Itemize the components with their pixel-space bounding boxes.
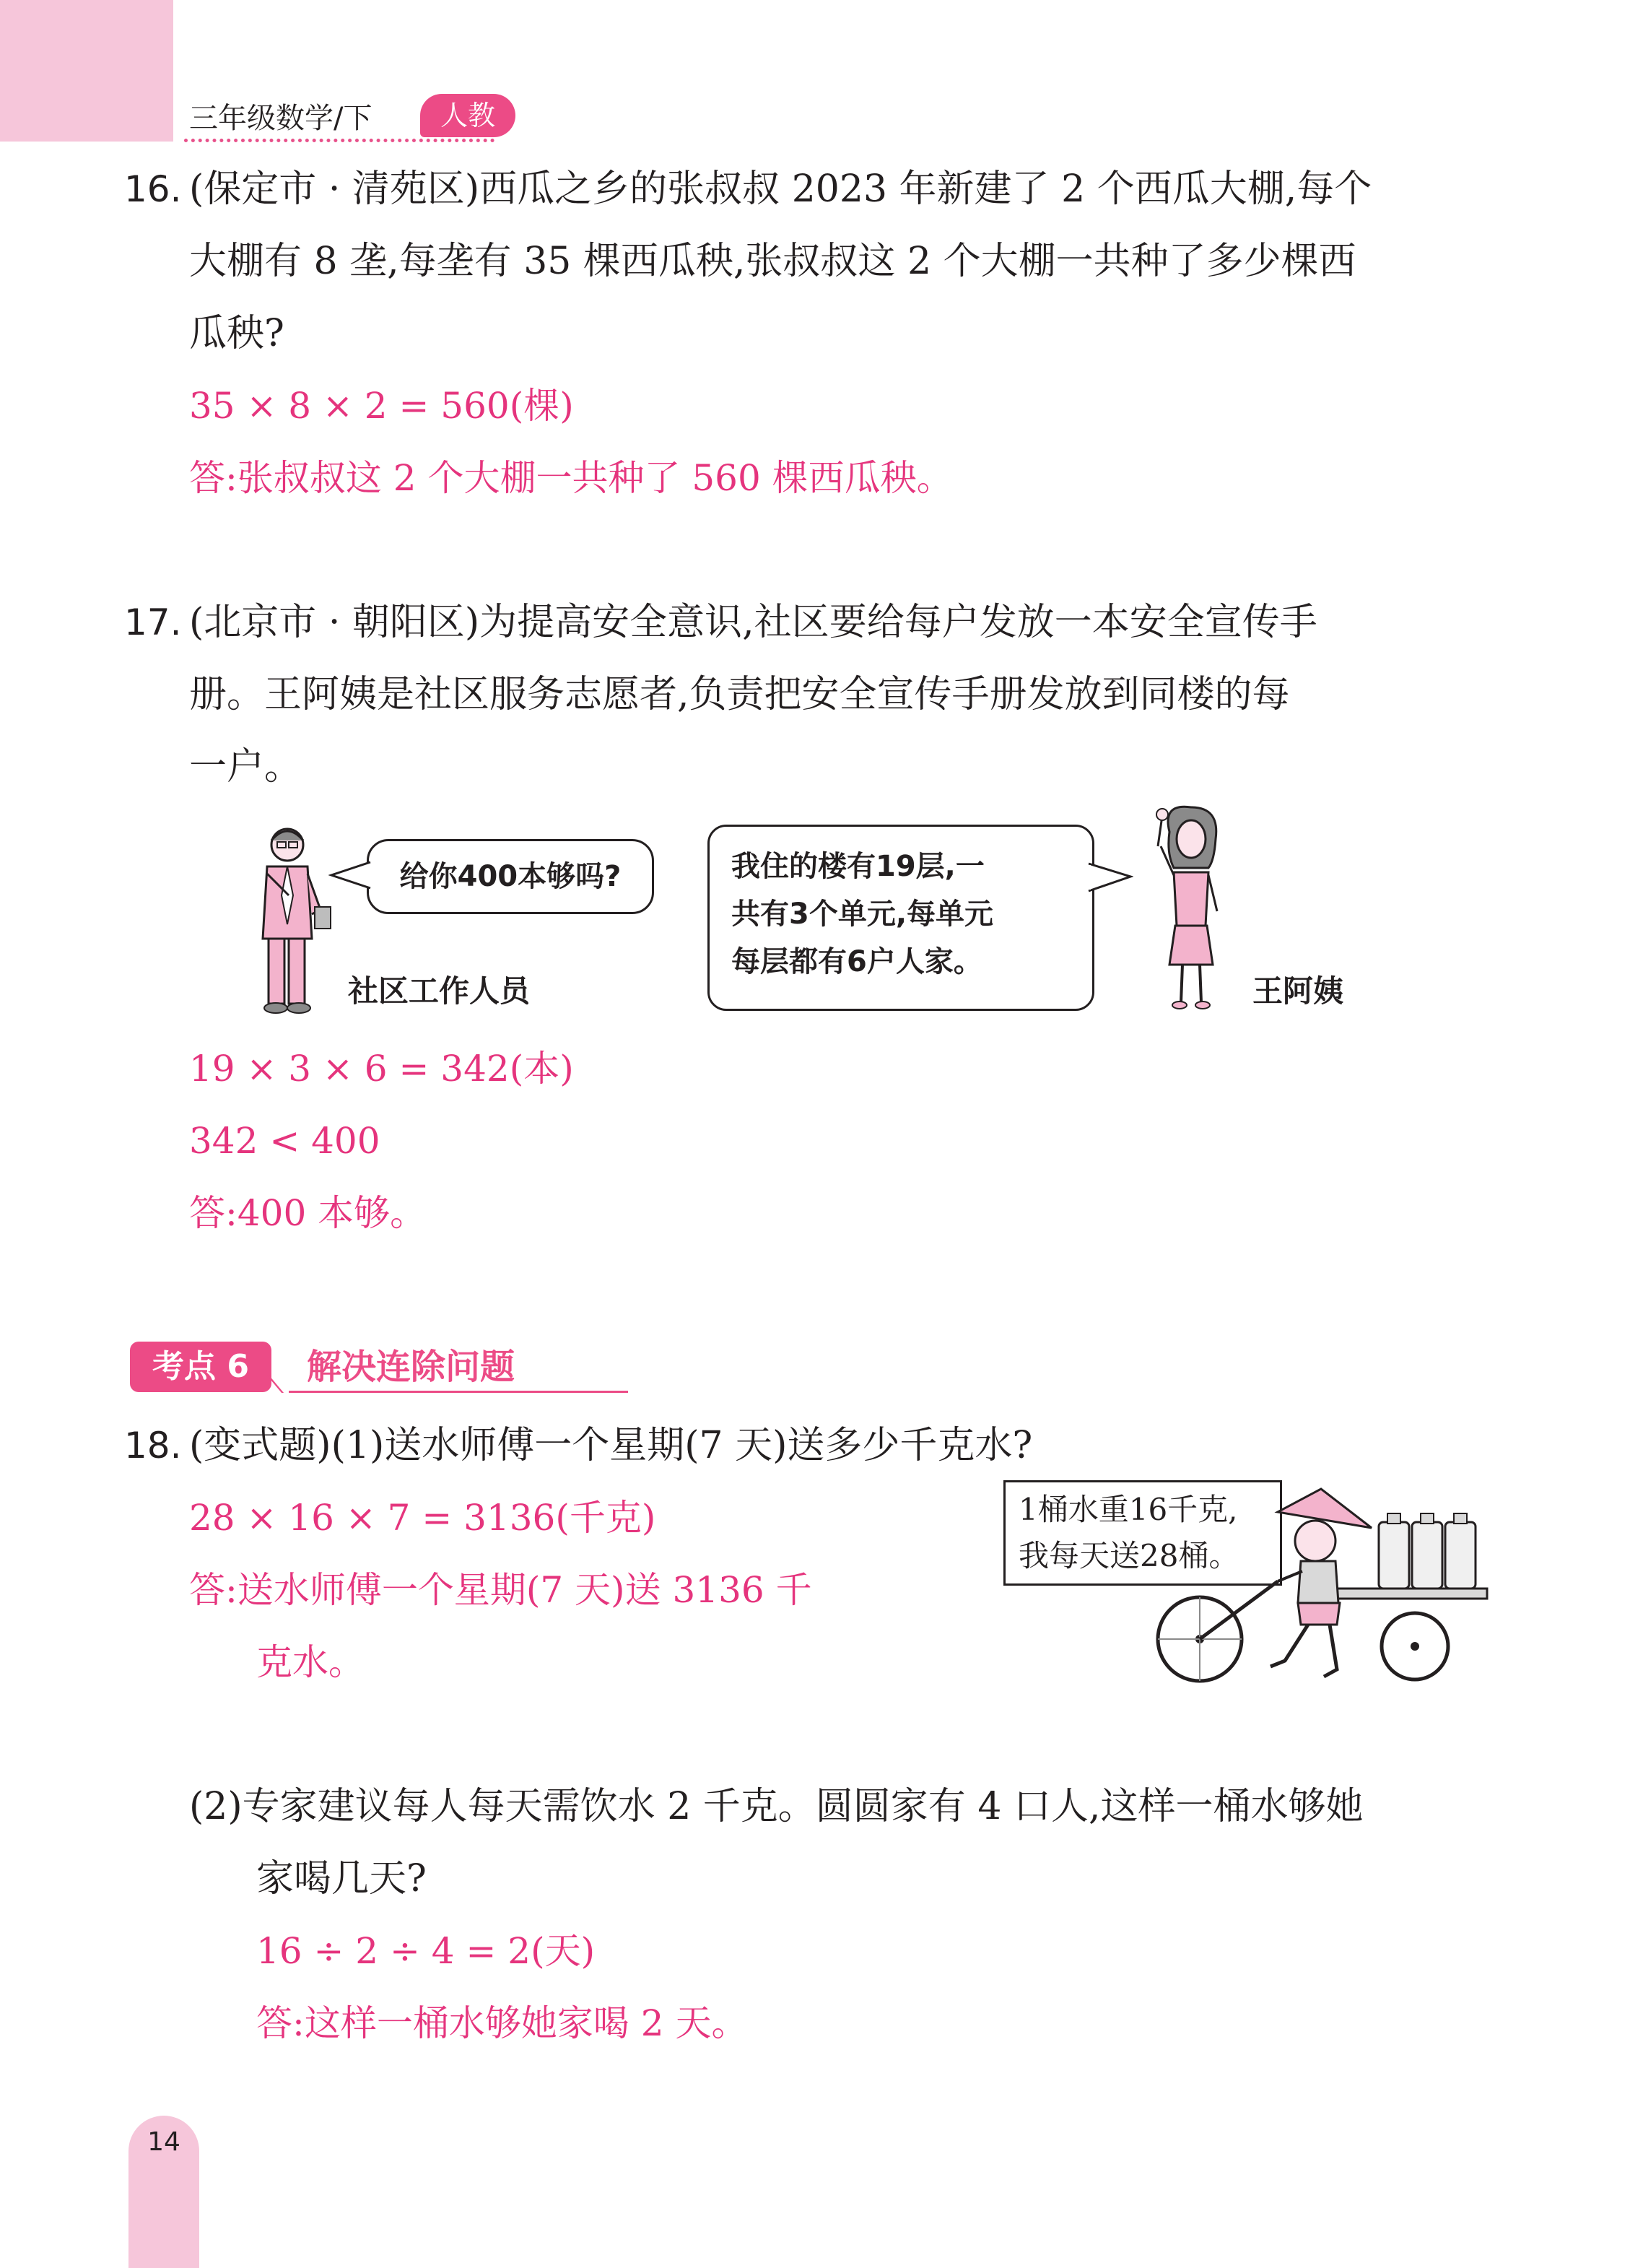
q18-part1-text: (变式题)(1)送水师傅一个星期(7 天)送多少千克水? bbox=[189, 1424, 1033, 1467]
worker-speech-bubble: 给你400本够吗? bbox=[367, 839, 654, 914]
q17-number: 17. bbox=[124, 601, 182, 643]
q16-text-line-1: (保定市 · 清苑区)西瓜之乡的张叔叔 2023 年新建了 2 个西瓜大棚,每个 bbox=[189, 168, 1372, 211]
q16-text-line-2: 大棚有 8 垄,每垄有 35 棵西瓜秧,张叔叔这 2 个大棚一共种了多少棵西 bbox=[189, 240, 1356, 283]
q18-number: 18. bbox=[124, 1425, 182, 1467]
aunt-caption: 王阿姨 bbox=[1252, 973, 1344, 1009]
aunt-speech-bubble bbox=[707, 825, 1094, 1011]
delivery-bubble-line-1: 1桶水重16千克, bbox=[1019, 1492, 1238, 1527]
page-number: 14 bbox=[147, 2127, 180, 2157]
delivery-bubble-line-2: 我每天送28桶。 bbox=[1019, 1538, 1239, 1573]
q16-answer-statement: 答:张叔叔这 2 个大棚一共种了 560 棵西瓜秧。 bbox=[189, 457, 953, 499]
aunt-bubble-line-2: 共有3个单元,每单元 bbox=[731, 898, 994, 931]
corner-tab bbox=[0, 0, 173, 142]
aunt-bubble-line-1: 我住的楼有19层,一 bbox=[731, 850, 985, 883]
q17-answer-comparison: 342 < 400 bbox=[189, 1120, 380, 1162]
water-delivery-tricycle-illustration bbox=[1148, 1480, 1494, 1697]
worker-caption: 社区工作人员 bbox=[348, 973, 531, 1009]
book-title: 三年级数学/下 bbox=[189, 102, 372, 135]
q18-part1-statement: 答:送水师傅一个星期(7 天)送 3136 千 bbox=[189, 1569, 812, 1611]
aunt-bubble-tail bbox=[1087, 859, 1133, 895]
q17-answer-statement: 答:400 本够。 bbox=[189, 1192, 427, 1234]
q16-number: 16. bbox=[124, 168, 182, 210]
q17-text-line-3: 一户。 bbox=[189, 745, 302, 788]
worker-bubble-tail bbox=[328, 859, 372, 891]
q18-part1-equation: 28 × 16 × 7 = 3136(千克) bbox=[189, 1497, 656, 1539]
q18-part1-statement-cont: 克水。 bbox=[256, 1641, 365, 1683]
q18-part2-text-line-1: (2)专家建议每人每天需饮水 2 千克。圆圆家有 4 口人,这样一桶水够她 bbox=[189, 1785, 1364, 1828]
section-badge: 考点 6 bbox=[130, 1342, 271, 1392]
q18-part2-statement: 答:这样一桶水够她家喝 2 天。 bbox=[256, 2002, 748, 2044]
q16-text-line-3: 瓜秧? bbox=[189, 312, 284, 355]
aunt-wang-illustration bbox=[1148, 803, 1234, 1012]
publisher-badge: 人教 bbox=[420, 94, 515, 137]
header-dotted-line bbox=[184, 139, 494, 142]
q17-answer-equation: 19 × 3 × 6 = 342(本) bbox=[189, 1048, 574, 1090]
section-title: 解决连除问题 bbox=[307, 1347, 515, 1387]
aunt-bubble-line-3: 每层都有6户人家。 bbox=[731, 945, 982, 978]
q17-text-line-1: (北京市 · 朝阳区)为提高安全意识,社区要给每户发放一本安全宣传手 bbox=[189, 601, 1317, 644]
community-worker-illustration bbox=[245, 816, 347, 1018]
q17-text-line-2: 册。王阿姨是社区服务志愿者,负责把安全宣传手册发放到同楼的每 bbox=[189, 673, 1290, 716]
q18-part2-text-line-2: 家喝几天? bbox=[256, 1857, 427, 1900]
q18-part2-equation: 16 ÷ 2 ÷ 4 = 2(天) bbox=[256, 1930, 596, 1972]
q16-answer-equation: 35 × 8 × 2 = 560(棵) bbox=[189, 385, 574, 427]
section-underline bbox=[289, 1391, 628, 1393]
